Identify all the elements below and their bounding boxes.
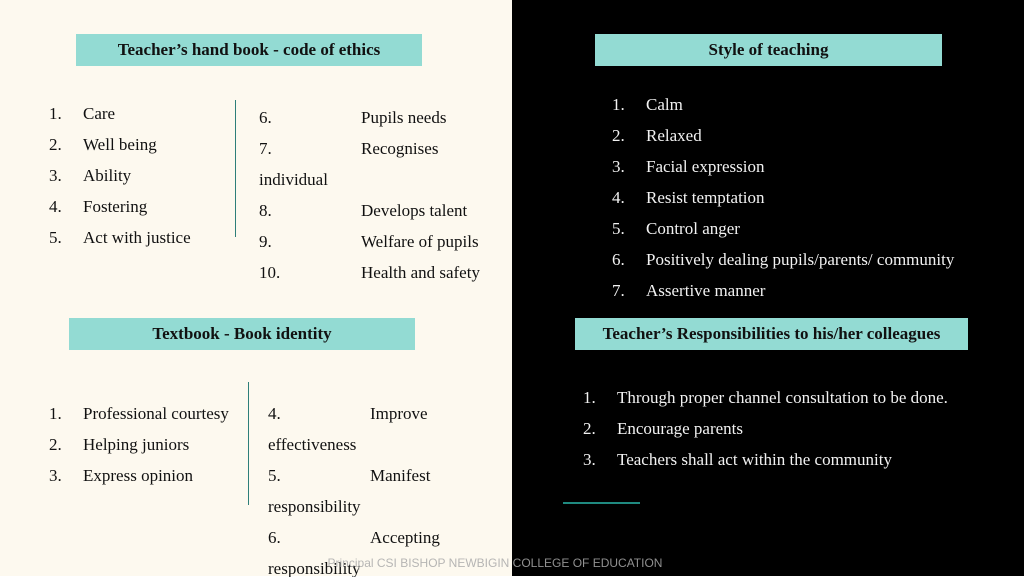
item-number: 5. — [612, 219, 625, 238]
item-text: Fostering — [83, 197, 148, 216]
list-item — [49, 429, 249, 460]
item-number: 4. — [49, 197, 62, 216]
item-text: Care — [83, 104, 116, 123]
list-item — [612, 244, 1012, 275]
list-item — [268, 460, 488, 491]
textbook-header — [69, 318, 415, 350]
item-number: 4. — [612, 188, 625, 207]
list-item — [259, 257, 499, 288]
item-number: 3. — [49, 166, 62, 185]
handbook-title: Teacher’s hand book - code of ethics — [117, 40, 381, 59]
style-title: Style of teaching — [708, 40, 829, 59]
item-number: 7. — [259, 139, 272, 158]
item-text: Through proper channel consultation to be done. — [617, 388, 948, 407]
list-item-continuation — [268, 491, 488, 522]
item-text: Facial expression — [646, 157, 765, 176]
item-number: 2. — [583, 419, 596, 438]
accent-rule — [563, 502, 640, 504]
list-item — [612, 120, 1012, 151]
item-number: 1. — [583, 388, 596, 407]
list-item — [612, 182, 1012, 213]
list-item — [49, 160, 239, 191]
list-item — [612, 151, 1012, 182]
list-item — [268, 522, 488, 553]
item-number: 7. — [612, 281, 625, 300]
item-text: Teachers shall act within the community — [617, 450, 892, 469]
item-number: 10. — [259, 263, 281, 282]
list-item — [49, 460, 249, 491]
item-text: Ability — [83, 166, 132, 185]
item-text: Control anger — [646, 219, 740, 238]
item-number: 2. — [49, 435, 62, 454]
list-item — [49, 222, 239, 253]
item-number: 3. — [612, 157, 625, 176]
list-item-continuation — [268, 429, 488, 460]
list-item — [583, 413, 1003, 444]
colleagues-header — [575, 318, 968, 350]
item-text: Health and safety — [361, 263, 480, 282]
handbook-header — [76, 34, 422, 66]
textbook-list-left — [49, 398, 249, 491]
list-item — [612, 89, 1012, 120]
list-item-continuation — [259, 164, 499, 195]
item-text: Calm — [646, 95, 683, 114]
item-text: Recognises — [361, 139, 439, 158]
item-number: 1. — [612, 95, 625, 114]
item-text: Act with justice — [83, 228, 191, 247]
list-item — [259, 226, 499, 257]
item-text: responsibility — [268, 497, 361, 516]
item-text: Assertive manner — [646, 281, 766, 300]
list-item — [612, 275, 1012, 306]
handbook-list-left — [49, 98, 239, 253]
item-text: Welfare of pupils — [361, 232, 479, 251]
handbook-list-right — [259, 102, 499, 288]
item-text: Resist temptation — [646, 188, 765, 207]
item-number: 3. — [583, 450, 596, 469]
item-number: 5. — [49, 228, 62, 247]
style-header — [595, 34, 942, 66]
list-item — [49, 129, 239, 160]
item-text: Express opinion — [83, 466, 194, 485]
list-item — [259, 133, 499, 164]
item-text: Accepting — [370, 528, 440, 547]
item-text: individual — [259, 170, 328, 189]
item-number: 9. — [259, 232, 272, 251]
item-text: Professional courtesy — [83, 404, 229, 423]
item-text: Relaxed — [646, 126, 702, 145]
list-item — [612, 213, 1012, 244]
item-number: 6. — [268, 528, 281, 547]
item-text: Helping juniors — [83, 435, 190, 454]
item-text: responsibility — [268, 559, 361, 577]
item-number: 1. — [49, 404, 62, 423]
style-list — [612, 89, 1012, 306]
list-item — [259, 195, 499, 226]
item-text: Positively dealing pupils/parents/ community — [646, 250, 955, 269]
list-item — [268, 398, 488, 429]
item-number: 2. — [612, 126, 625, 145]
list-item — [49, 98, 239, 129]
handbook-divider — [235, 100, 236, 237]
item-text: Manifest — [370, 466, 431, 485]
item-text: Pupils needs — [361, 108, 447, 127]
item-number: 4. — [268, 404, 281, 423]
item-number: 3. — [49, 466, 62, 485]
item-number: 6. — [259, 108, 272, 127]
list-item — [49, 398, 249, 429]
textbook-title: Textbook - Book identity — [152, 324, 332, 343]
item-number: 6. — [612, 250, 625, 269]
item-number: 5. — [268, 466, 281, 485]
item-text: Improve — [370, 404, 428, 423]
item-number: 8. — [259, 201, 272, 220]
colleagues-title: Teacher’s Responsibilities to his/her colleagues — [602, 324, 941, 343]
list-item — [259, 102, 499, 133]
textbook-list-right — [268, 398, 488, 577]
item-number: 2. — [49, 135, 62, 154]
item-text: Encourage parents — [617, 419, 744, 438]
colleagues-list — [583, 382, 1003, 475]
list-item — [583, 444, 1003, 475]
item-text: Develops talent — [361, 201, 468, 220]
item-number: 1. — [49, 104, 62, 123]
item-text: Well being — [83, 135, 157, 154]
item-text: effectiveness — [268, 435, 357, 454]
textbook-divider — [248, 382, 249, 505]
footer-text: Principal CSI BISHOP NEWBIGIN COLLEGE OF EDUCATION — [327, 556, 663, 570]
list-item — [583, 382, 1003, 413]
list-item — [49, 191, 239, 222]
